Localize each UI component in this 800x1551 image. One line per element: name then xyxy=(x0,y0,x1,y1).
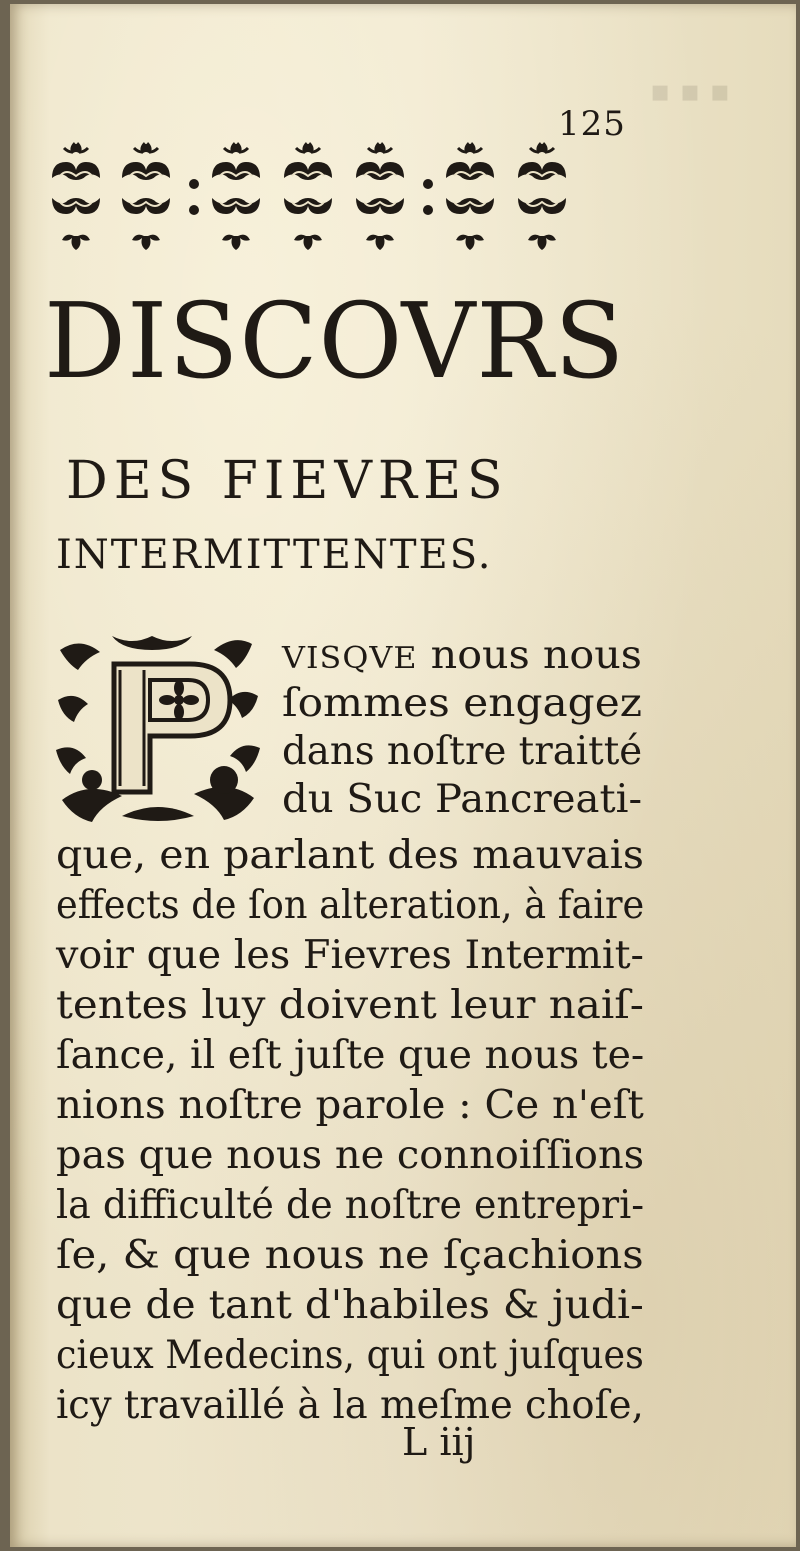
text-line-12: la difficulté de noſtre entrepri- xyxy=(56,1183,645,1228)
text-line-2: ſommes engagez xyxy=(282,681,642,726)
first-word: VISQVE xyxy=(282,641,418,676)
text-line-1-rest: nous nous xyxy=(417,633,642,678)
text-line-11: pas que nous ne connoiſſions xyxy=(56,1133,645,1178)
text-line-4: du Suc Pancreati- xyxy=(282,777,643,822)
discourse-title: DISCOVRS xyxy=(44,280,626,402)
text-line-15: cieux Medecins, qui ont juſques xyxy=(56,1333,644,1378)
page-number: 125 xyxy=(558,104,626,144)
text-line-16: icy travaillé à la meſme choſe, xyxy=(56,1383,644,1428)
show-through-text: ▪ ▪ ▪ xyxy=(650,74,731,109)
text-line-1 xyxy=(282,632,642,683)
text-line-9: ſance, il eſt juſte que nous te- xyxy=(56,1033,645,1078)
text-line-10: nions noſtre parole : Ce n'eſt xyxy=(56,1083,644,1128)
subtitle-line-1: DES FIEVRES xyxy=(66,451,509,511)
decorated-initial-p-icon xyxy=(52,630,264,826)
book-page xyxy=(10,4,796,1547)
subtitle-line-2: INTERMITTENTES. xyxy=(56,532,493,578)
text-line-13: ſe, & que nous ne ſçachions xyxy=(56,1233,644,1278)
text-line-14: que de tant d'habiles & judi- xyxy=(56,1283,644,1328)
text-line-3: dans noſtre traitté xyxy=(282,729,643,774)
fleuron-ornament-icon xyxy=(46,132,636,260)
text-line-5: que, en parlant des mauvais xyxy=(56,833,645,878)
signature-mark: L iij xyxy=(402,1420,476,1464)
text-line-8: tentes luy doivent leur naiſ- xyxy=(56,983,644,1028)
text-line-7: voir que les Fievres Intermit- xyxy=(56,933,644,978)
text-line-6: effects de ſon alteration, à faire xyxy=(56,883,645,928)
